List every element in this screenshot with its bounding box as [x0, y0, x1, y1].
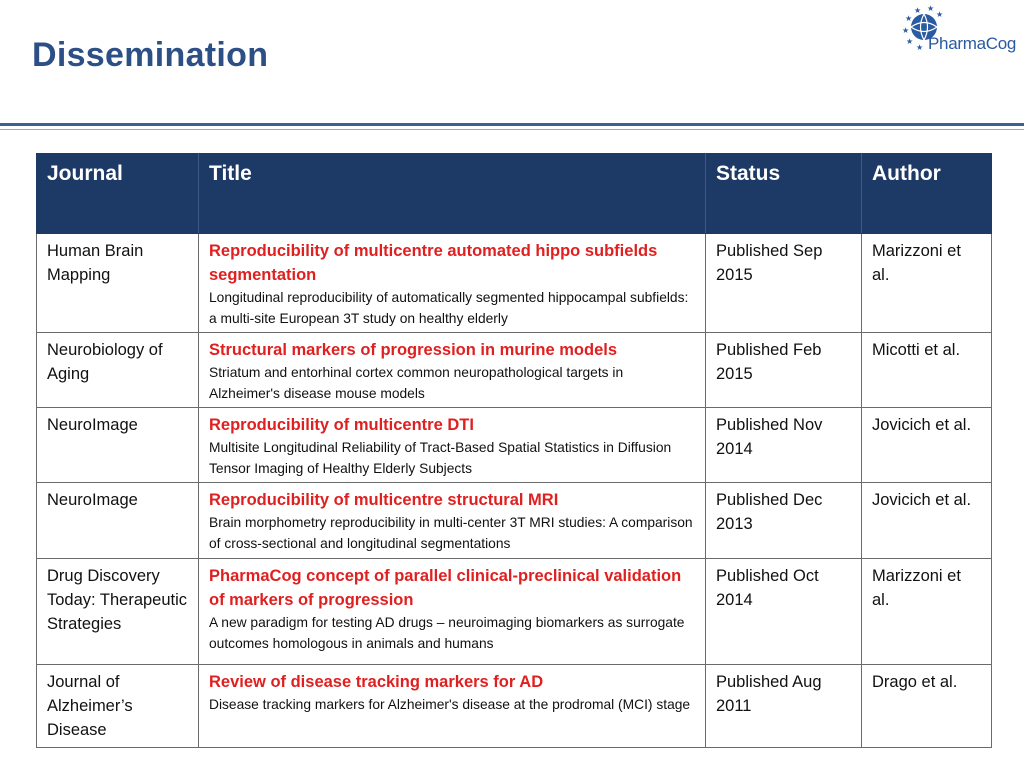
pharmacog-logo [900, 4, 1024, 64]
publication-title: Structural markers of progression in murine models [209, 341, 618, 359]
cell-author: Marizzoni et al. [862, 559, 992, 665]
cell-title [199, 559, 706, 665]
cell-title [199, 483, 706, 559]
cell-author: Marizzoni et al. [862, 234, 992, 333]
header-divider-thin [0, 129, 1024, 130]
publication-title: Reproducibility of multicentre structural MRI [209, 491, 559, 509]
cell-status: Published Nov 2014 [706, 408, 862, 483]
cell-status: Published Aug 2011 [706, 665, 862, 748]
col-header-author: Author [862, 154, 992, 234]
svg-text:★: ★ [914, 6, 922, 15]
svg-text:★: ★ [936, 10, 944, 19]
publications-table [36, 153, 992, 748]
page-title: Dissemination [32, 36, 269, 74]
cell-title [199, 665, 706, 748]
svg-text:★: ★ [902, 26, 910, 35]
svg-text:★: ★ [927, 4, 935, 13]
cell-journal: Human Brain Mapping [37, 234, 199, 333]
cell-status: Published Feb 2015 [706, 333, 862, 408]
cell-journal: Drug Discovery Today: Therapeutic Strategies [37, 559, 199, 665]
publication-title: Reproducibility of multicentre automated hippo subfields segmentation [209, 242, 658, 284]
cell-title [199, 408, 706, 483]
table-row [37, 333, 992, 408]
cell-author: Drago et al. [862, 665, 992, 748]
svg-text:★: ★ [916, 43, 924, 52]
col-header-journal: Journal [37, 154, 199, 234]
publication-subtitle: Brain morphometry reproducibility in multi-center 3T MRI studies: A comparison of cross-sectional and longitudinal segmentations [209, 515, 693, 551]
publication-subtitle: Striatum and entorhinal cortex common neuropathological targets in Alzheimer's disease mouse models [209, 365, 624, 401]
svg-text:★: ★ [906, 37, 914, 46]
publication-subtitle: Disease tracking markers for Alzheimer's disease at the prodromal (MCI) stage [209, 697, 691, 712]
publication-title: PharmaCog concept of parallel clinical-preclinical validation of markers of progression [209, 567, 682, 609]
svg-text:★: ★ [905, 14, 913, 23]
publication-subtitle: A new paradigm for testing AD drugs – neuroimaging biomarkers as surrogate outcomes homologous in animals and humans [209, 615, 685, 651]
cell-author: Micotti et al. [862, 333, 992, 408]
cell-journal: NeuroImage [37, 408, 199, 483]
cell-journal: Journal of Alzheimer’s Disease [37, 665, 199, 748]
cell-title [199, 234, 706, 333]
table-row [37, 559, 992, 665]
cell-status: Published Dec 2013 [706, 483, 862, 559]
logo-text: PharmaCog [928, 34, 1017, 53]
cell-title [199, 333, 706, 408]
table-row [37, 483, 992, 559]
cell-status: Published Sep 2015 [706, 234, 862, 333]
table-header-row [37, 154, 992, 234]
header-divider [0, 123, 1024, 126]
table-row [37, 408, 992, 483]
table-row [37, 234, 992, 333]
col-header-title: Title [199, 154, 706, 234]
publication-title: Review of disease tracking markers for AD [209, 673, 544, 691]
publication-subtitle: Multisite Longitudinal Reliability of Tract-Based Spatial Statistics in Diffusion Tensor Imaging of Healthy Elderly Subjects [209, 440, 672, 476]
publication-title: Reproducibility of multicentre DTI [209, 416, 474, 434]
cell-journal: NeuroImage [37, 483, 199, 559]
cell-author: Jovicich et al. [862, 408, 992, 483]
table-row [37, 665, 992, 748]
cell-author: Jovicich et al. [862, 483, 992, 559]
publication-subtitle: Longitudinal reproducibility of automatically segmented hippocampal subfields: a multi-site European 3T study on healthy elderly [209, 290, 689, 326]
cell-status: Published Oct 2014 [706, 559, 862, 665]
col-header-status: Status [706, 154, 862, 234]
cell-journal: Neurobiology of Aging [37, 333, 199, 408]
